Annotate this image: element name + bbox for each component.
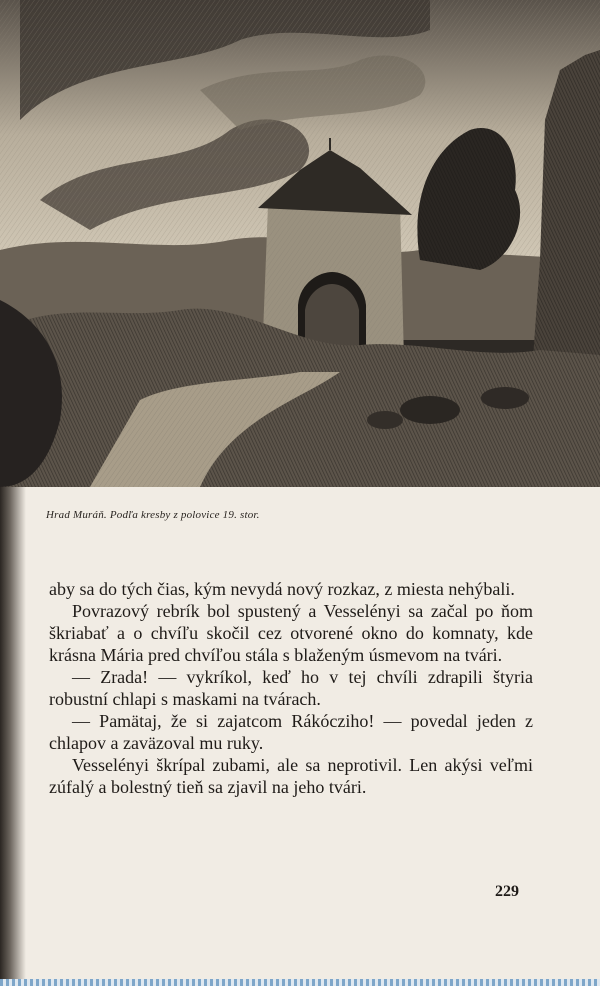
- paragraph: aby sa do tých čias, kým nevydá nový rozkaz, z miesta nehýbali.: [49, 579, 515, 599]
- page-number: 229: [495, 883, 519, 900]
- paragraph: — Pamätaj, že si zajatcom Rákócziho! — povedal jeden z chlapov a zaväzoval mu ruky.: [49, 711, 533, 753]
- paragraph: Vesselényi škrípal zubami, ale sa neprotivil. Len akýsi veľmi zúfalý a bolestný tieň sa zjavil na jeho tvári.: [49, 755, 533, 797]
- page-bottom-edge: [0, 979, 600, 986]
- figure-caption: Hrad Muráň. Podľa kresby z polovice 19. stor.: [46, 509, 260, 521]
- castle-engraving-icon: [0, 0, 600, 487]
- castle-engraving-illustration: [0, 0, 600, 487]
- body-text: [49, 578, 533, 798]
- paragraph: Povrazový rebrík bol spustený a Vesselényi sa začal po ňom škriabať a o chvíľu skočil cez otvorené okno do komnaty, kde krásna Mária pred chvíľou stála s blaženým úsmevom na tvári.: [49, 601, 533, 665]
- paragraph: — Zrada! — vykríkol, keď ho v tej chvíli zdrapili štyria robustní chlapi s maskami na tvárach.: [49, 667, 533, 709]
